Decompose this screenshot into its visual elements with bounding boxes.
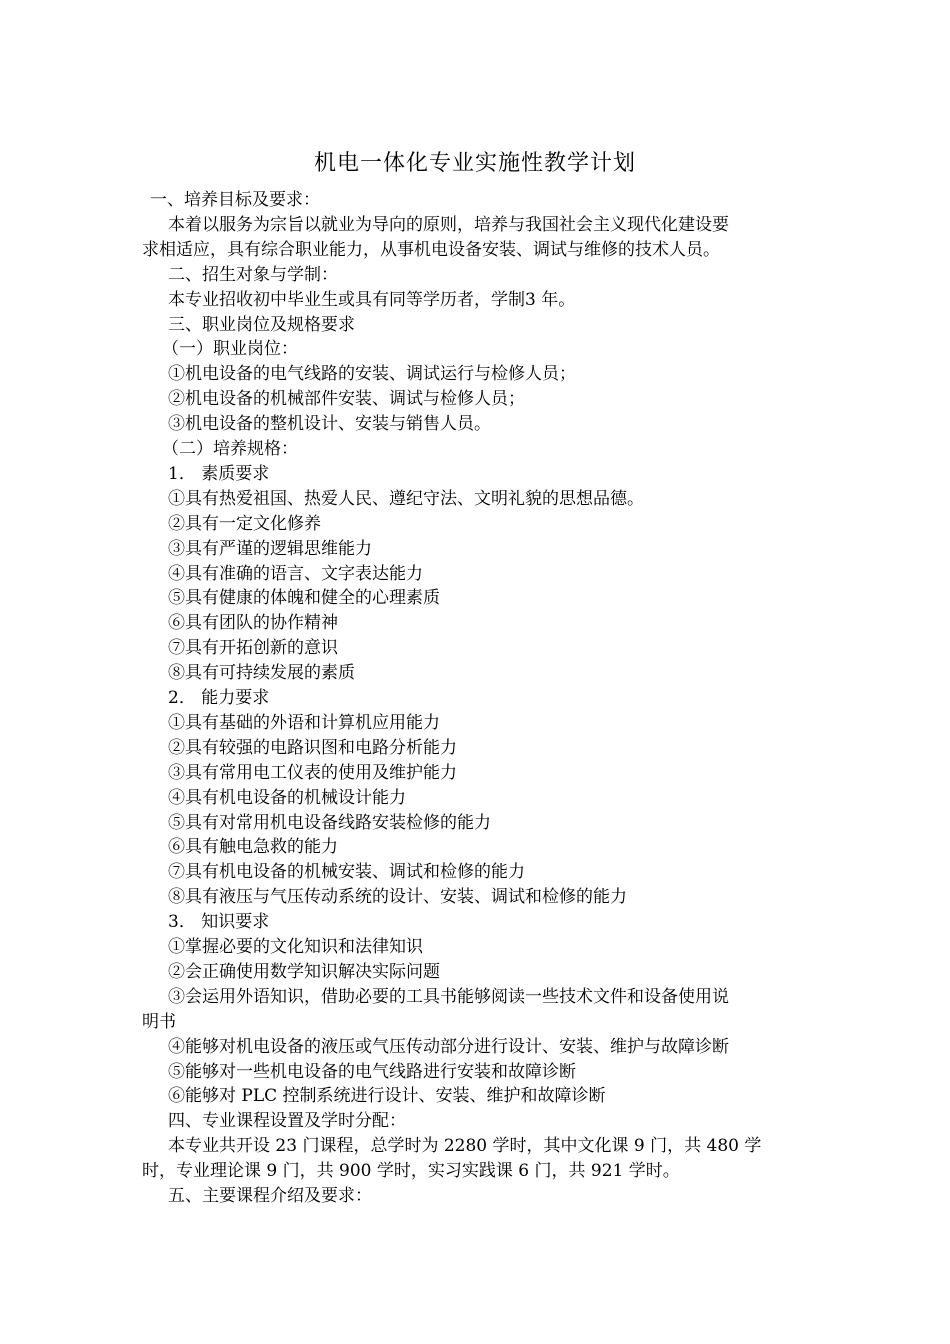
list-item: ④具有准确的语言、文字表达能力 bbox=[168, 564, 423, 584]
list-item: ③会运用外语知识，借助必要的工具书能够阅读一些技术文件和设备使用说 bbox=[168, 987, 729, 1007]
list-item: ①具有热爱祖国、热爱人民、遵纪守法、文明礼貌的思想品德。 bbox=[168, 489, 644, 509]
list-item: ②机电设备的机械部件安装、调试与检修人员； bbox=[168, 389, 525, 409]
section-heading: 一、培养目标及要求： bbox=[150, 190, 320, 210]
list-item: ⑥具有触电急救的能力 bbox=[168, 837, 338, 857]
list-item: ①机电设备的电气线路的安装、调试运行与检修人员； bbox=[168, 364, 576, 384]
list-item: ④具有机电设备的机械设计能力 bbox=[168, 788, 406, 808]
list-item: ⑥能够对 PLC 控制系统进行设计、安装、维护和故障诊断 bbox=[168, 1086, 606, 1106]
list-item: ④能够对机电设备的液压或气压传动部分进行设计、安装、维护与故障诊断 bbox=[168, 1037, 729, 1057]
list-item: ③具有严谨的逻辑思维能力 bbox=[168, 539, 372, 559]
paragraph: 本专业招收初中毕业生或具有同等学历者，学制3 年。 bbox=[168, 290, 576, 310]
numbered-heading: 3． 知识要求 bbox=[168, 912, 270, 932]
section-heading: 二、招生对象与学制： bbox=[168, 265, 338, 285]
subsection-heading: （一）职业岗位： bbox=[162, 339, 298, 359]
list-item: ⑦具有机电设备的机械安装、调试和检修的能力 bbox=[168, 862, 525, 882]
numbered-heading: 2． 能力要求 bbox=[168, 688, 270, 708]
section-heading: 五、主要课程介绍及要求： bbox=[168, 1186, 372, 1206]
list-item: ⑥具有团队的协作精神 bbox=[168, 613, 338, 633]
paragraph-cont: 求相适应，具有综合职业能力，从事机电设备安装、调试与维修的技术人员。 bbox=[142, 240, 720, 260]
paragraph-cont: 时，专业理论课 9 门，共 900 学时，实习实践课 6 门，共 921 学时。 bbox=[142, 1161, 680, 1181]
numbered-heading: 1． 素质要求 bbox=[168, 464, 270, 484]
section-heading: 四、专业课程设置及学时分配： bbox=[168, 1111, 406, 1131]
section-heading: 三、职业岗位及规格要求 bbox=[168, 315, 355, 335]
subsection-heading: （二）培养规格： bbox=[162, 439, 298, 459]
list-item: ⑧具有可持续发展的素质 bbox=[168, 663, 355, 683]
list-item: ⑤具有健康的体魄和健全的心理素质 bbox=[168, 588, 440, 608]
list-item: ②具有一定文化修养 bbox=[168, 514, 321, 534]
paragraph: 本专业共开设 23 门课程，总学时为 2280 学时，其中文化课 9 门，共 480 学 bbox=[168, 1136, 762, 1156]
list-item: ①掌握必要的文化知识和法律知识 bbox=[168, 937, 423, 957]
list-item: ①具有基础的外语和计算机应用能力 bbox=[168, 713, 440, 733]
list-item: ③机电设备的整机设计、安装与销售人员。 bbox=[168, 414, 491, 434]
list-item: ⑤能够对一些机电设备的电气线路进行安装和故障诊断 bbox=[168, 1062, 576, 1082]
document-title: 机电一体化专业实施性教学计划 bbox=[313, 151, 636, 176]
list-item: ⑦具有开拓创新的意识 bbox=[168, 638, 338, 658]
list-item: ⑤具有对常用机电设备线路安装检修的能力 bbox=[168, 813, 491, 833]
list-item: ②会正确使用数学知识解决实际问题 bbox=[168, 962, 440, 982]
list-item: ②具有较强的电路识图和电路分析能力 bbox=[168, 738, 457, 758]
list-item-cont: 明书 bbox=[142, 1012, 176, 1032]
list-item: ⑧具有液压与气压传动系统的设计、安装、调试和检修的能力 bbox=[168, 887, 627, 907]
paragraph: 本着以服务为宗旨以就业为导向的原则，培养与我国社会主义现代化建设要 bbox=[168, 215, 729, 235]
list-item: ③具有常用电工仪表的使用及维护能力 bbox=[168, 763, 457, 783]
